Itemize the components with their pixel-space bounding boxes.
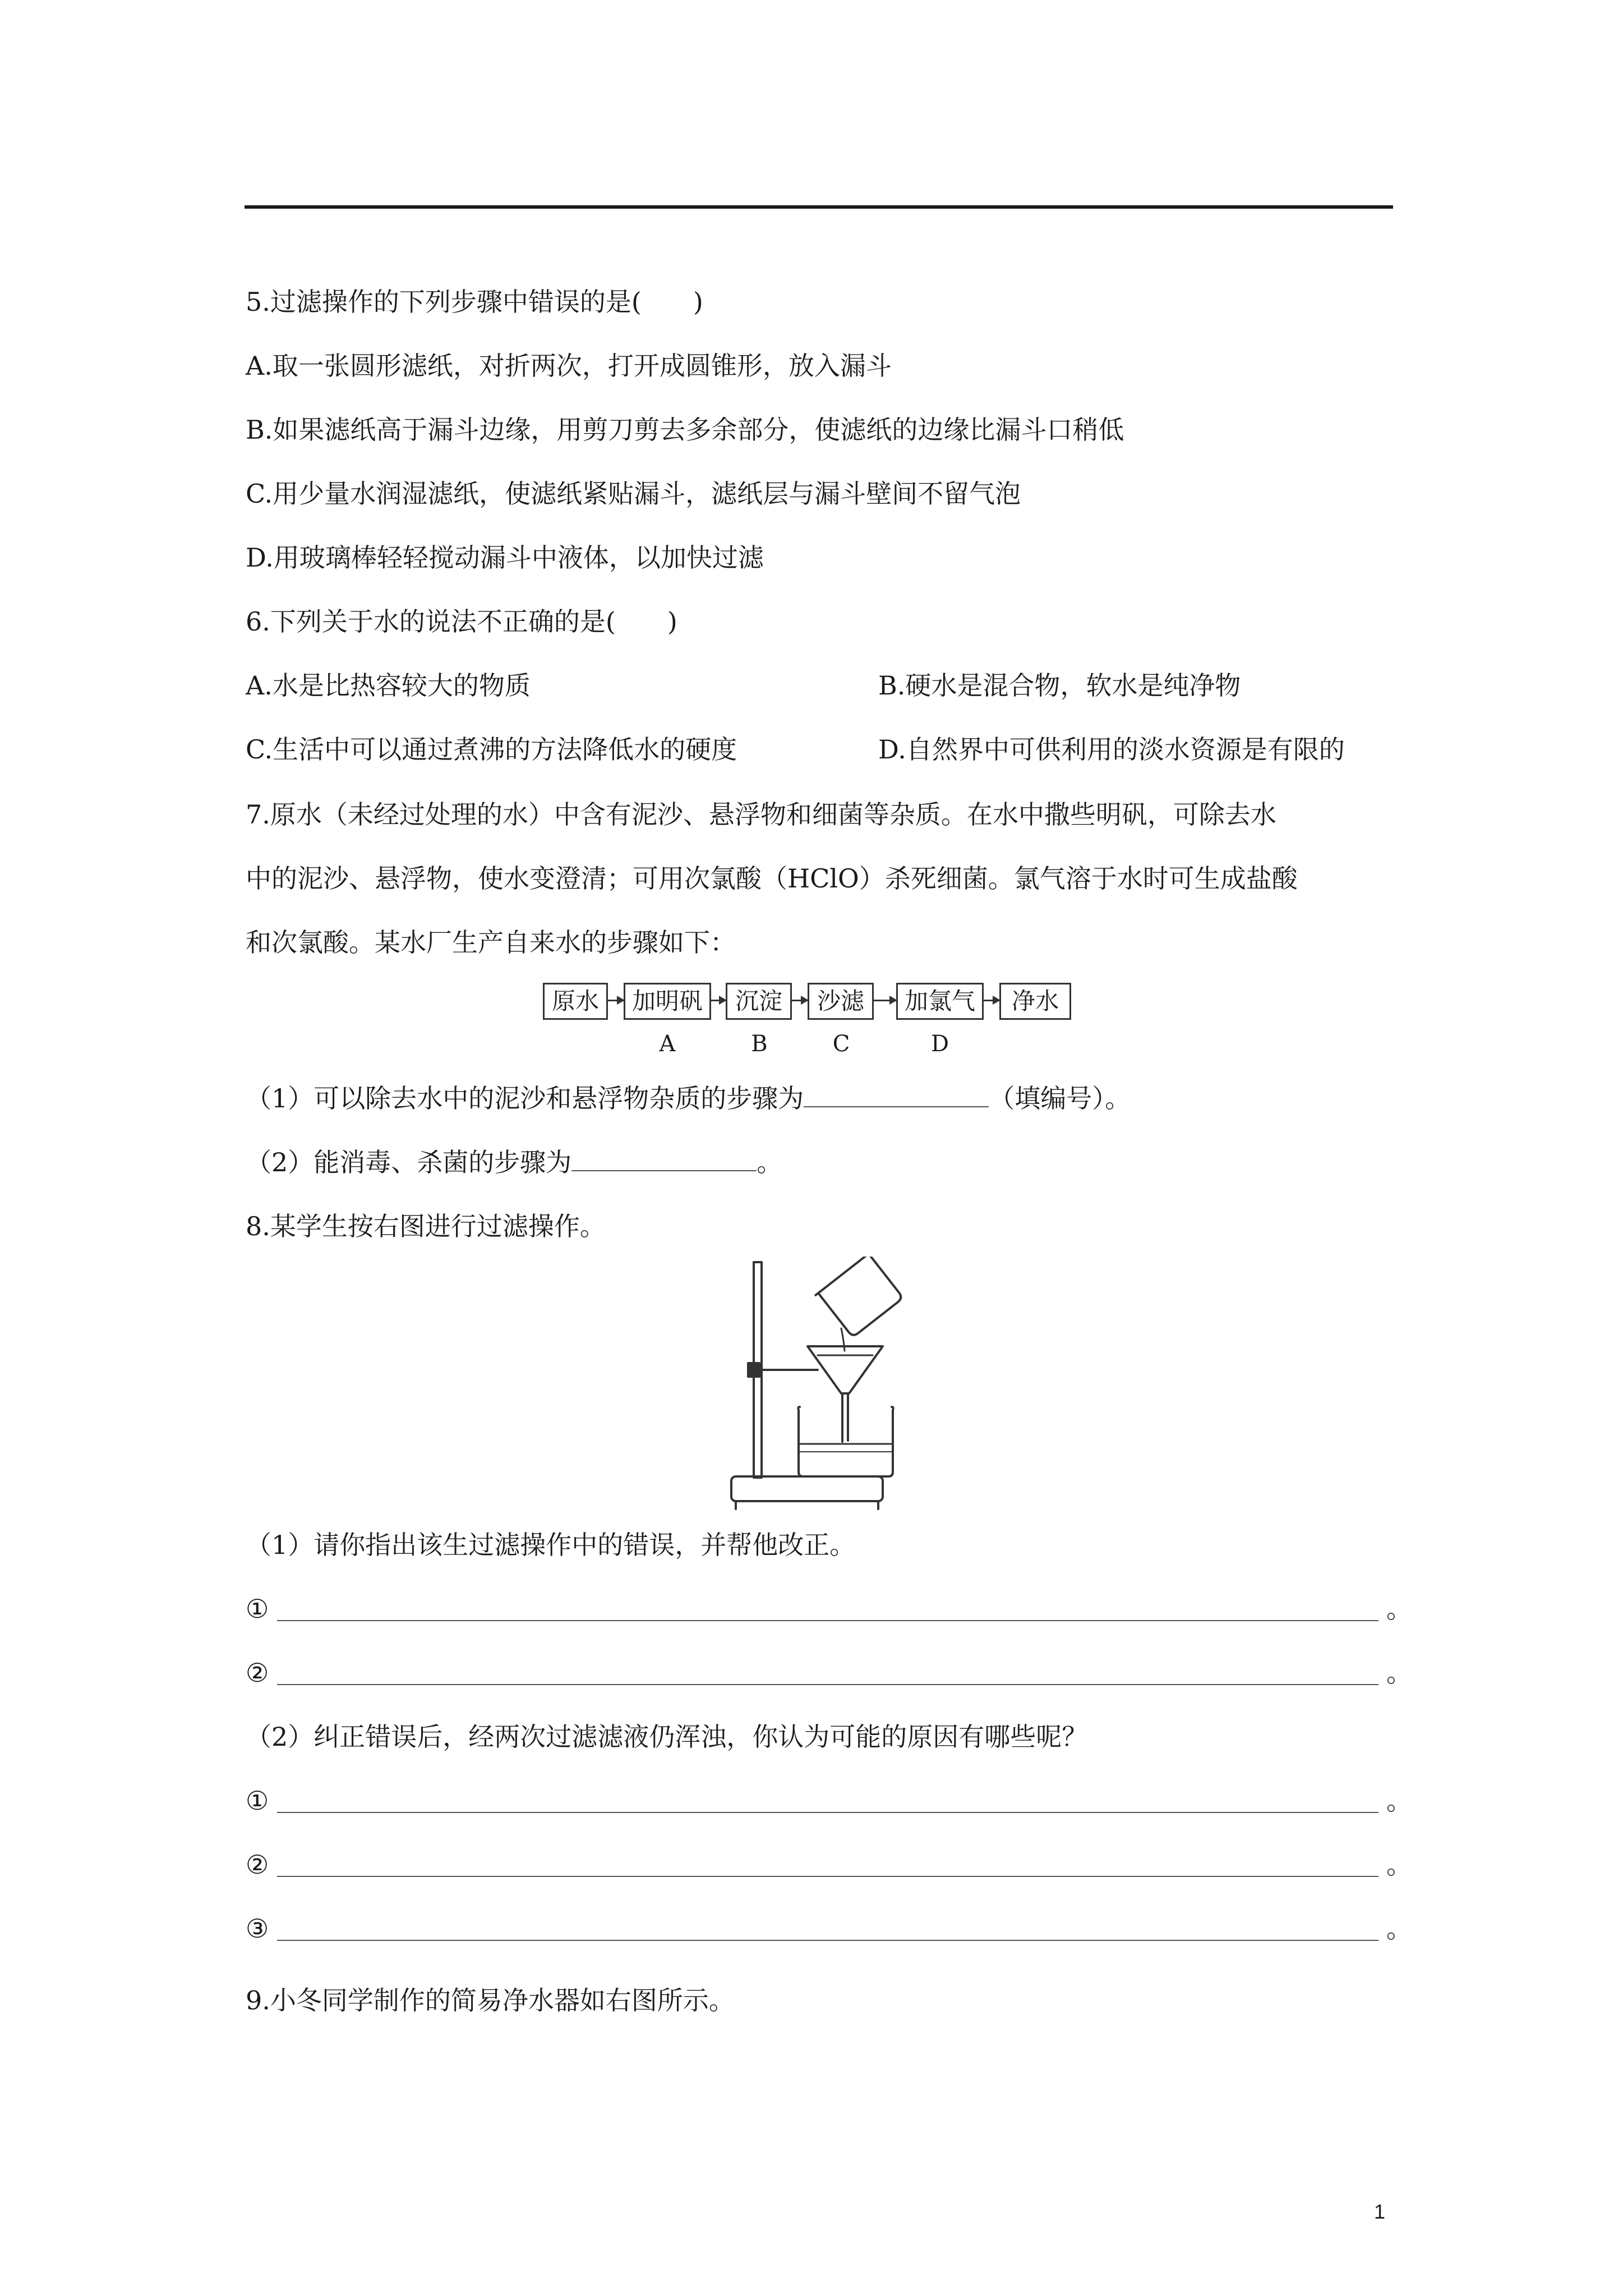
page-number: 1 [1374, 2200, 1386, 2223]
funnel-cone [808, 1346, 883, 1393]
flow-label-c: C [832, 1031, 850, 1057]
q8-sub2-answer-1[interactable] [246, 1784, 1412, 1818]
clamp-head [748, 1363, 759, 1377]
q7-sub2-suffix: 。 [757, 1147, 783, 1177]
answer-marker: ① [246, 1786, 269, 1816]
answer-underline [277, 1940, 1378, 1941]
q5-option-d: D.用玻璃棒轻轻搅动漏斗中液体，以加快过滤 [246, 542, 764, 573]
answer-marker: ② [246, 1849, 269, 1880]
answer-marker: ② [246, 1658, 269, 1688]
q7-sub2-answer-blank[interactable] [571, 1148, 757, 1171]
q6-option-b: B.硬水是混合物，软水是纯净物 [878, 670, 1241, 701]
q7-sub1-suffix: （填编号）。 [989, 1083, 1131, 1114]
flow-label-d: D [930, 1031, 949, 1057]
answer-period: 。 [1386, 1594, 1412, 1624]
flow-label-a: A [659, 1031, 676, 1057]
flow-box-raw-water: 原水 [543, 983, 608, 1020]
q6-option-d: D.自然界中可供利用的淡水资源是有限的 [878, 734, 1345, 765]
answer-period: 。 [1386, 1849, 1412, 1880]
q5-option-c: C.用少量水润湿滤纸，使滤纸紧贴漏斗，滤纸层与漏斗壁间不留气泡 [246, 478, 1021, 509]
flow-label-b: B [751, 1031, 768, 1057]
flow-box-sand-filtration: 沙滤 [808, 983, 874, 1020]
flow-arrow-icon [608, 1000, 624, 1001]
q6-option-c: C.生活中可以通过煮沸的方法降低水的硬度 [246, 734, 737, 765]
answer-period: 。 [1386, 1786, 1412, 1816]
q7-sub1-answer-blank[interactable] [804, 1084, 989, 1107]
q7-stem-line-2: 中的泥沙、悬浮物，使水变澄清；可用次氯酸（HClO）杀死细菌。氯气溶于水时可生成盐酸 [246, 863, 1298, 894]
answer-underline [277, 1876, 1378, 1877]
water-treatment-flowchart [543, 983, 1092, 1061]
q8-sub2-answer-2[interactable] [246, 1848, 1412, 1881]
q7-sub2 [246, 1145, 782, 1179]
q5-stem: 5.过滤操作的下列步骤中错误的是( ) [246, 287, 703, 317]
stand-feet [736, 1501, 878, 1509]
q7-sub1 [246, 1082, 1131, 1115]
q7-stem-line-1: 7.原水（未经过处理的水）中含有泥沙、悬浮物和细菌等杂质。在水中撒些明矾，可除去水 [246, 799, 1276, 830]
answer-underline [277, 1620, 1378, 1621]
q5-option-b: B.如果滤纸高于漏斗边缘，用剪刀剪去多余部分，使滤纸的边缘比漏斗口稍低 [246, 415, 1124, 445]
pouring-beaker [815, 1257, 906, 1340]
q8-sub1-answer-1[interactable] [246, 1592, 1412, 1626]
answer-marker: ③ [246, 1913, 269, 1944]
answer-period: 。 [1386, 1658, 1412, 1688]
answer-underline [277, 1684, 1378, 1685]
q8-stem: 8.某学生按右图进行过滤操作。 [246, 1211, 606, 1241]
flow-arrow-icon [792, 1000, 808, 1001]
q8-sub2-answer-3[interactable] [246, 1912, 1412, 1945]
q6-stem: 6.下列关于水的说法不正确的是( ) [246, 606, 677, 637]
flow-arrow-icon [984, 1000, 999, 1001]
q5-option-a: A.取一张圆形滤纸，对折两次，打开成圆锥形，放入漏斗 [246, 351, 892, 381]
beaker [798, 1407, 893, 1476]
flow-arrow-icon [711, 1000, 726, 1001]
q9-stem: 9.小冬同学制作的简易净水器如右图所示。 [246, 1985, 735, 2016]
flow-box-clean-water: 净水 [999, 983, 1071, 1020]
flow-arrow-icon [874, 1000, 896, 1001]
answer-period: 。 [1386, 1913, 1412, 1944]
q7-stem-line-3: 和次氯酸。某水厂生产自来水的步骤如下： [246, 927, 736, 958]
flow-box-sedimentation: 沉淀 [726, 983, 792, 1020]
q7-sub1-prefix: （1）可以除去水中的泥沙和悬浮物杂质的步骤为 [246, 1083, 804, 1114]
answer-marker: ① [246, 1594, 269, 1624]
flow-box-add-alum: 加明矾 [624, 983, 711, 1020]
stand-base [731, 1476, 883, 1501]
q8-sub2: （2）纠正错误后，经两次过滤滤液仍浑浊，你认为可能的原因有哪些呢？ [246, 1722, 1088, 1752]
flow-box-add-chlorine: 加氯气 [896, 983, 984, 1020]
q8-sub1-answer-2[interactable] [246, 1656, 1412, 1690]
q8-sub1: （1）请你指出该生过滤操作中的错误，并帮他改正。 [246, 1530, 856, 1560]
q6-option-a: A.水是比热容较大的物质 [246, 670, 531, 701]
filtration-apparatus-figure [729, 1257, 925, 1515]
answer-underline [277, 1812, 1378, 1813]
q7-sub2-prefix: （2）能消毒、杀菌的步骤为 [246, 1147, 572, 1177]
header-rule [245, 205, 1393, 209]
